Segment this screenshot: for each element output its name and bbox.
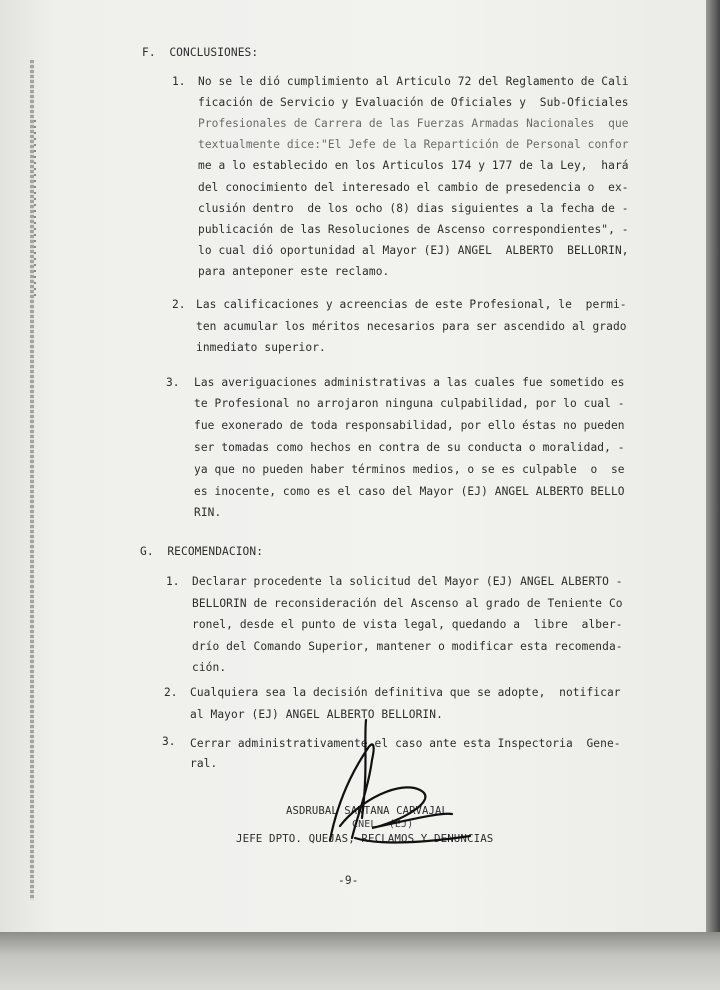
f1-line: del conocimiento del interesado el cambio de presedencia o ex- <box>198 181 629 194</box>
g-item-1-number: 1. <box>166 575 180 588</box>
f1-line: Profesionales de Carrera de las Fuerzas Armadas Nacionales que <box>198 117 629 130</box>
signer-name: ASDRUBAL SANTANA CARVAJAL <box>286 805 448 817</box>
g2-line: Cualquiera sea la decisión definitiva que se adopte, notificar <box>190 686 621 699</box>
g3-line: ral. <box>190 757 218 770</box>
scan-edge-shadow <box>706 0 720 990</box>
g1-line: ronel, desde el punto de vista legal, quedando a libre alber- <box>192 618 623 631</box>
page-number: -9- <box>338 874 359 887</box>
f1-line: textualmente dice:"El Jefe de la Repartición de Personal confor <box>198 138 629 151</box>
f1-line: ficación de Servicio y Evaluación de Oficiales y Sub-Oficiales <box>198 96 629 109</box>
f1-line: No se le dió cumplimiento al Articulo 72 del Reglamento de Cali <box>198 75 629 88</box>
g1-line: Declarar procedente la solicitud del Mayor (EJ) ANGEL ALBERTO - <box>192 575 623 588</box>
section-f-heading: F. CONCLUSIONES: <box>142 46 259 59</box>
f2-line: inmediato superior. <box>196 341 326 354</box>
f3-line: ser tomadas como hechos en contra de su conducta o moralidad, - <box>194 441 625 454</box>
g2-line: al Mayor (EJ) ANGEL ALBERTO BELLORIN. <box>190 708 443 721</box>
f-item-1-number: 1. <box>172 75 186 88</box>
scan-bottom-edge <box>0 932 720 990</box>
f3-line: Las averiguaciones administrativas a las cuales fue sometido es <box>194 376 625 389</box>
f3-line: RIN. <box>194 506 222 519</box>
f-item-2-number: 2. <box>172 298 186 311</box>
g-item-3-number: 3. <box>162 735 176 748</box>
f1-line: me a lo establecido en los Articulos 174 y 177 de la Ley, hará <box>198 159 629 172</box>
f3-line: te Profesional no arrojaron ninguna culpabilidad, por lo cual - <box>194 397 625 410</box>
f-item-3-number: 3. <box>166 376 180 389</box>
section-g-heading: G. RECOMENDACION: <box>140 545 264 558</box>
f1-line: para anteponer este reclamo. <box>198 265 390 278</box>
signer-position: JEFE DPTO. QUEJAS, RECLAMOS Y DENUNCIAS <box>236 832 494 845</box>
g1-line: BELLORIN de reconsideración del Ascenso al grado de Teniente Co <box>192 597 623 610</box>
g1-line: drío del Comando Superior, mantener o modificar esta recomenda- <box>192 640 623 653</box>
f3-line: es inocente, como es el caso del Mayor (EJ) ANGEL ALBERTO BELLO <box>194 485 625 498</box>
signer-rank: CNEL. (EJ) <box>352 819 414 830</box>
f1-line: lo cual dió oportunidad al Mayor (EJ) ANGEL ALBERTO BELLORIN, <box>198 244 629 257</box>
g1-line: ción. <box>192 661 227 674</box>
g3-line: Cerrar administrativamente el caso ante esta Inspectoria Gene- <box>190 737 621 750</box>
f1-line: publicación de las Resoluciones de Ascenso correspondientes", - <box>198 223 629 236</box>
f3-line: ya que no pueden haber términos medios, o se es culpable o se <box>194 463 625 476</box>
f1-line: clusión dentro de los ocho (8) dias siguientes a la fecha de - <box>198 202 629 215</box>
g-item-2-number: 2. <box>164 686 178 699</box>
f2-line: ten acumular los méritos necesarios para ser ascendido al grado <box>196 320 627 333</box>
f3-line: fue exonerado de toda responsabilidad, por ello éstas no pueden <box>194 419 625 432</box>
f2-line: Las calificaciones y acreencias de este Profesional, le permi- <box>196 298 627 311</box>
